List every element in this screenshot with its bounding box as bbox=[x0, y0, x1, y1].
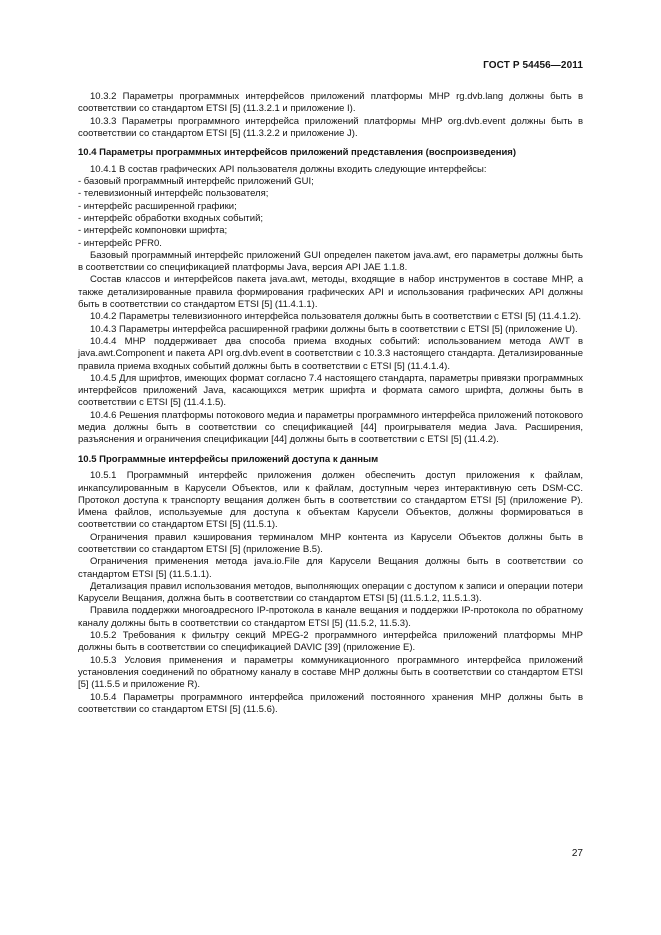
paragraph: Ограничения применения метода java.io.File для Карусели Вещания должны быть в соответствии со стандартом ETSI [5] (11.5.1.1). bbox=[78, 556, 583, 580]
paragraph: 10.4.3 Параметры интерфейса расширенной графики должны быть в соответствии с ETSI [5] (приложение U). bbox=[90, 323, 578, 335]
paragraph: 10.3.3 Параметры программного интерфейса приложений платформы МНР org.dvb.event должны быть в соответствии со стандартом ETSI [5] (11.3.2.2 и приложение J). bbox=[78, 115, 583, 139]
paragraph: 10.5.4 Параметры программного интерфейса приложений постоянного хранения МНР должны быть в соответствии со стандартом ETSI [5] (11.5.6). bbox=[78, 691, 583, 715]
paragraph: 10.4.6 Решения платформы потокового медиа и параметры программного интерфейса приложений потокового медиа должны быть в соответствии со спецификацией [44] проигрывателя медиа Java. Расширения, разъяснения и ограничения спецификации [44] должны быть в соответствии с ETSI [5] (11.4.2). bbox=[78, 409, 583, 446]
paragraph: 10.4.5 Для шрифтов, имеющих формат согласно 7.4 настоящего стандарта, параметры привязки программных интерфейсов приложений Java, касающихся метрик шрифта и формата самого шрифта, должны быть в соответствии с ETSI [5] (11.4.1.5). bbox=[78, 372, 583, 409]
list-item: - базовый программный интерфейс приложений GUI; bbox=[78, 176, 314, 188]
list-item: - интерфейс компоновки шрифта; bbox=[78, 225, 228, 237]
paragraph: 10.5.2 Требования к фильтру секций MPEG-2 программного интерфейса приложений платформы МНР должны быть в соответствии со спецификацией DAVIC [39] (приложение E). bbox=[78, 630, 583, 654]
paragraph: 10.3.2 Параметры программных интерфейсов приложений платформы МНР rg.dvb.lang должны быть в соответствии со стандартом ETSI [5] (11.3.2.1 и приложение I). bbox=[78, 91, 583, 115]
paragraph: Ограничения правил кэширования терминалом МНР контента из Карусели Объектов должны быть в соответствии со стандартом ETSI [5] (приложение В.5). bbox=[78, 531, 583, 555]
paragraph: 10.5.1 Программный интерфейс приложения должен обеспечить доступ приложения к файлам, инкапсулированным в Карусели Объектов, или к файлам, доступным через интерактивную сеть DSM-CC. Протокол доступа к транспорту вещания должен быть в соответствии со стандартом ETSI [5] (приложение Р). Имена файлов, используемые для доступа к объектам Карусели Объектов, должны формироваться в соответствии со стандартом ETSI [5] (11.5.1). bbox=[78, 470, 583, 531]
paragraph: Состав классов и интерфейсов пакета java.awt, методы, входящие в набор инструментов в составе МНР, а также детализированные правила формирования графических API и использования графических API должны быть в соответствии со стандартом ETSI [5] (11.4.1.1). bbox=[78, 274, 583, 311]
list-item: - телевизионный интерфейс пользователя; bbox=[78, 188, 269, 200]
paragraph: Правила поддержки многоадресного IP-протокола в канале вещания и поддержки IP-протокола по обратному каналу должны быть в соответствии со стандартом ETSI [5] (11.5.2, 11.5.3). bbox=[78, 605, 583, 629]
section-heading-10-5: 10.5 Программные интерфейсы приложений доступа к данным bbox=[78, 453, 379, 465]
paragraph: 10.4.1 В состав графических API пользователя должны входить следующие интерфейсы: bbox=[90, 163, 487, 175]
paragraph: 10.4.4 МНР поддерживает два способа приема входных событий: использованием метода AWT в java.awt.Component и пакета API org.dvb.event в соответствии с 10.3.3 настоящего стандарта. Детализированные правила приема входных событий должны быть в соответствии с ETSI [5] (11.4.1.4). bbox=[78, 335, 583, 372]
list-item: - интерфейс расширенной графики; bbox=[78, 200, 237, 212]
list-item: - интерфейс обработки входных событий; bbox=[78, 212, 264, 224]
paragraph: 10.5.3 Условия применения и параметры коммуникационного программного интерфейса приложений установления соединений по обратному каналу в составе МНР должны быть в соответствии со стандартом ETSI [5] (11.5.5 и приложение R). bbox=[78, 654, 583, 691]
list-item: - интерфейс PFR0. bbox=[78, 237, 162, 249]
document-id: ГОСТ Р 54456—2011 bbox=[483, 60, 583, 71]
paragraph: 10.4.2 Параметры телевизионного интерфейса пользователя должны быть в соответствии с ETSI [5] (11.4.1.2). bbox=[90, 311, 582, 323]
paragraph: Базовый программный интерфейс приложений GUI определен пакетом java.awt, его параметры должны быть в соответствии со спецификацией платформы Java, версия API JAE 1.1.8. bbox=[78, 249, 583, 274]
page-number: 27 bbox=[571, 848, 583, 859]
paragraph: Детализация правил использования методов, выполняющих операции с доступом к записи и операции потери Карусели Вещания, должна быть в соответствии со стандартом ETSI [5] (11.5.1.2, 11.5.1.3). bbox=[78, 580, 583, 605]
section-heading-10-4: 10.4 Параметры программных интерфейсов приложений представления (воспроизведения) bbox=[78, 147, 517, 159]
page-body bbox=[78, 91, 583, 716]
